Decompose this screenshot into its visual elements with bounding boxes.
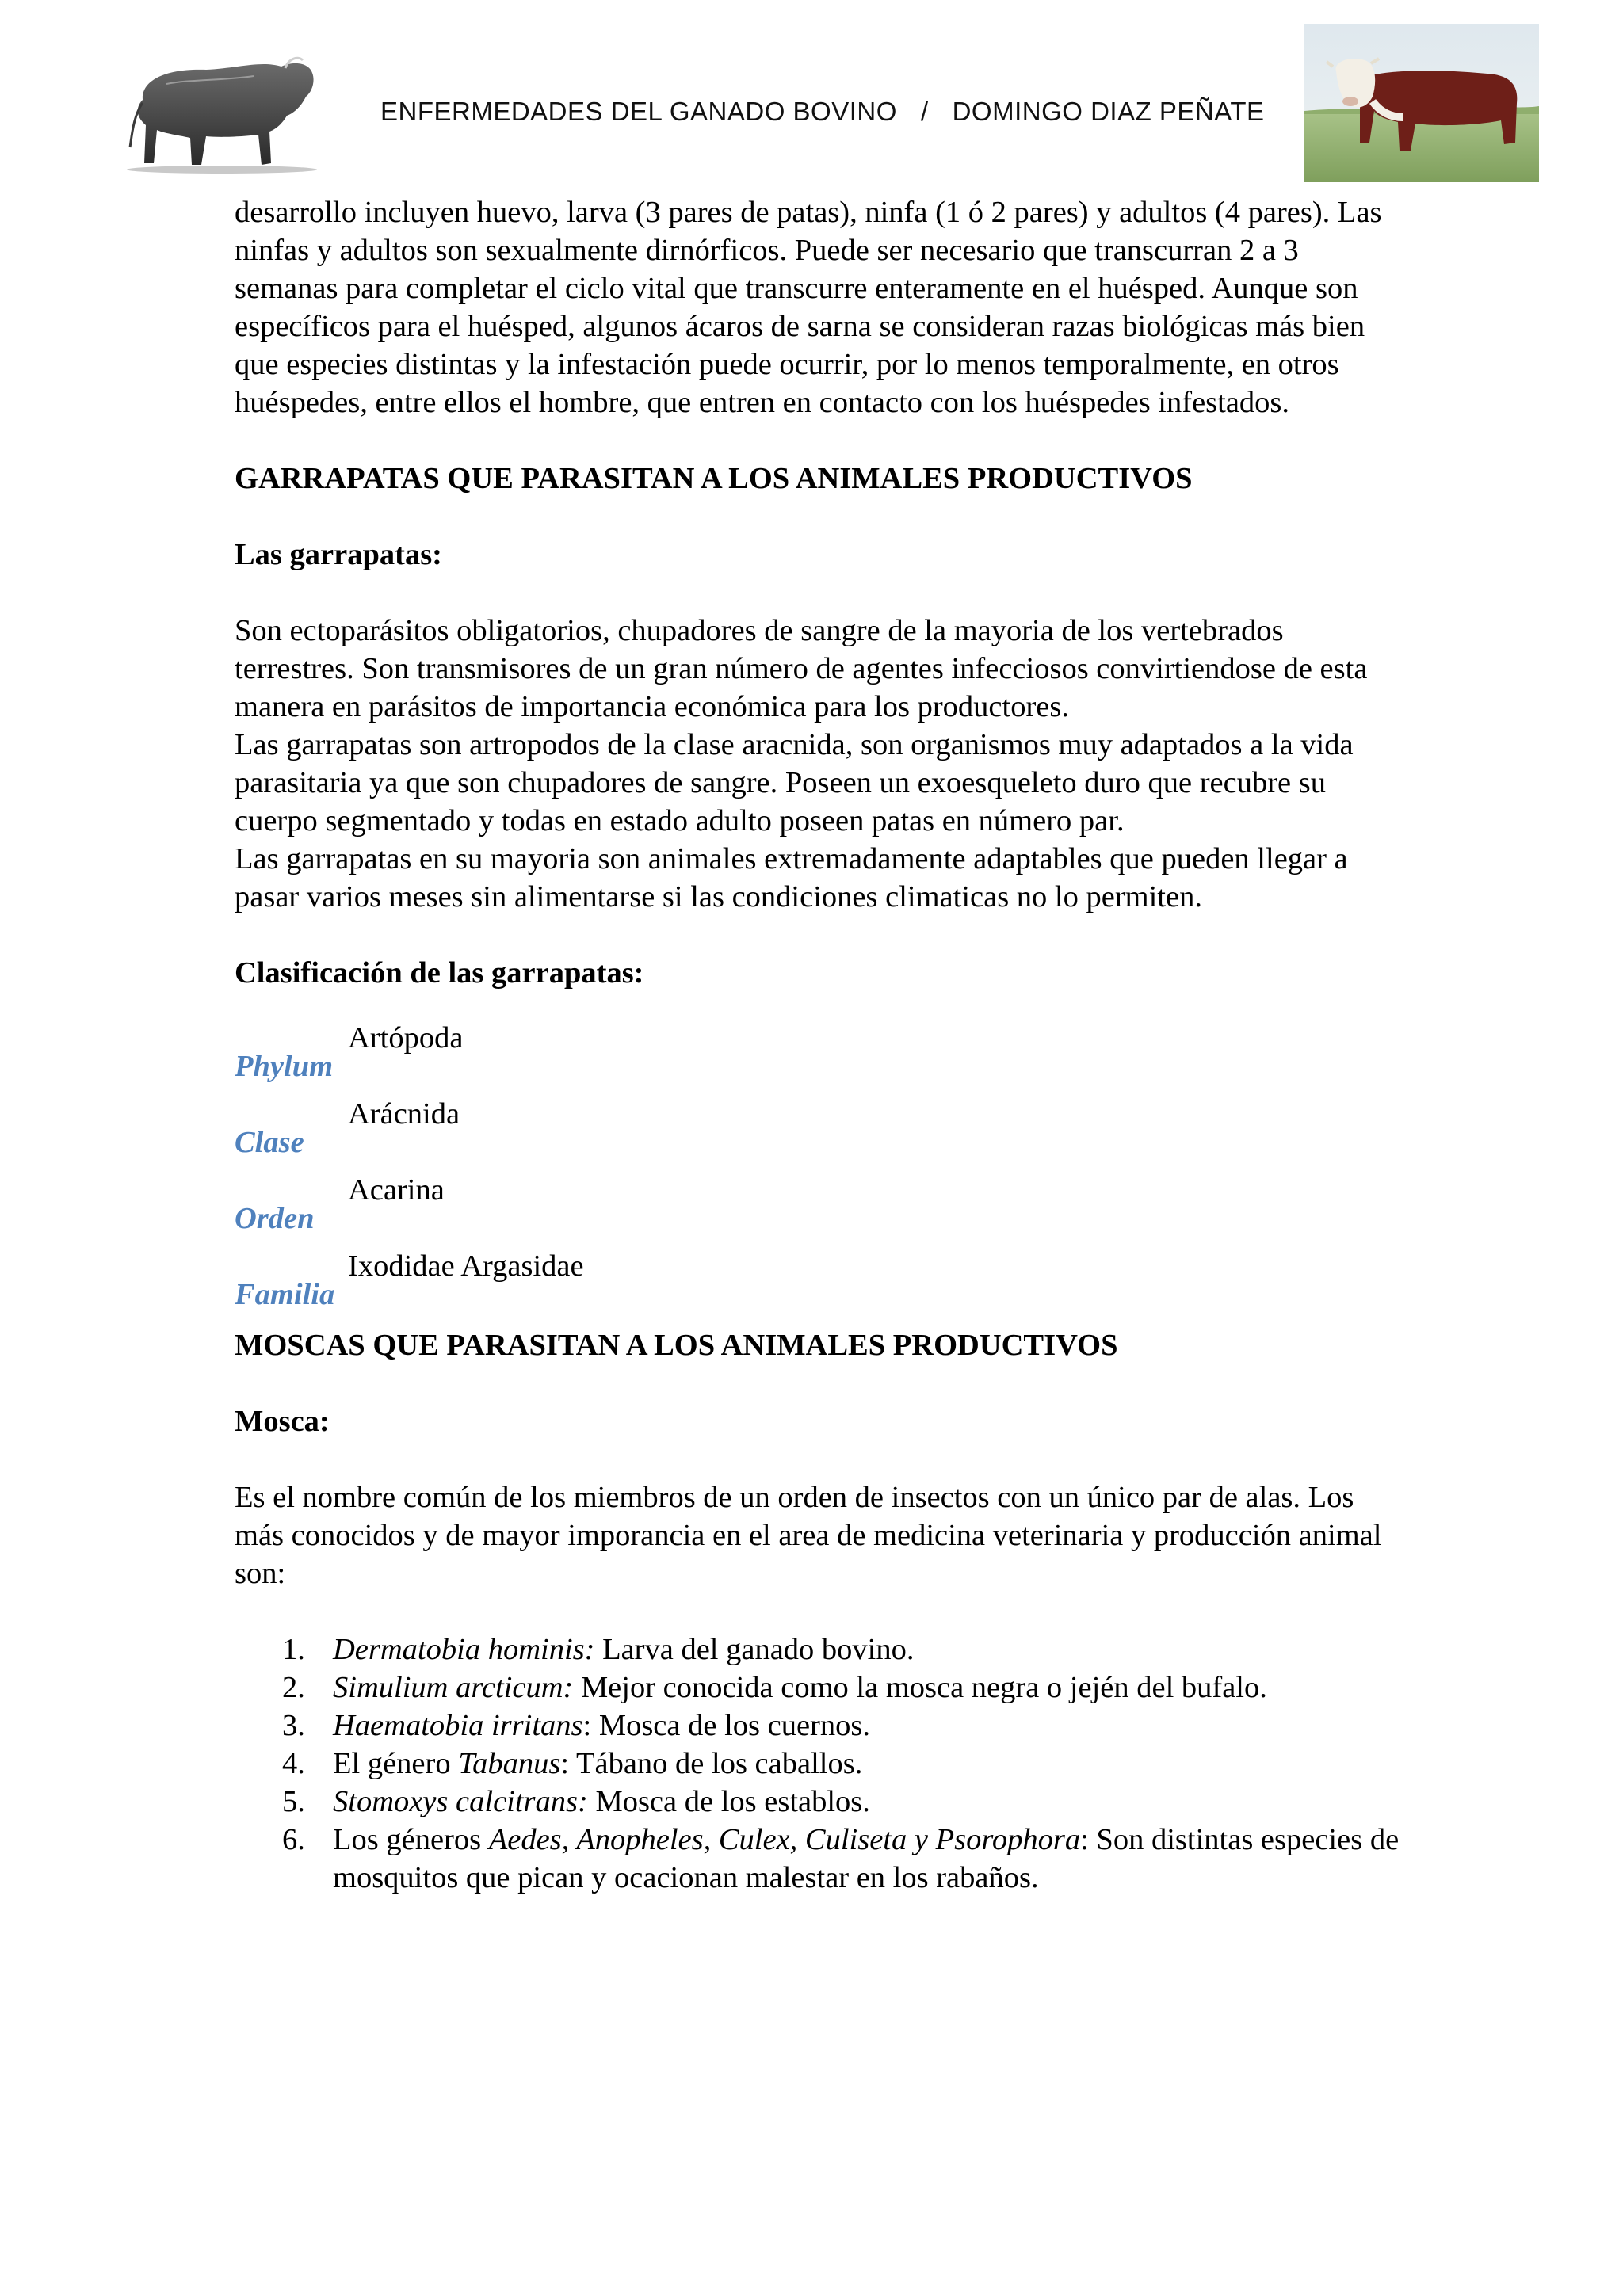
tick-taxonomy [235,1019,1407,1326]
header-separator: / [920,97,929,126]
list-number: 6. [282,1823,305,1856]
fly-species-list [235,1630,1407,1897]
taxonomy-row-familia [235,1247,948,1323]
taxonomy-label: Orden [235,1202,315,1235]
list-number: 4. [282,1747,305,1780]
list-item [235,1669,1407,1707]
list-item [235,1707,1407,1745]
species-name: Dermatobia hominis: [333,1633,595,1666]
taxonomy-value: Artópoda [348,1021,464,1055]
ticks-paragraph-2: Las garrapatas son artropodos de la clase aracnida, son organismos muy adaptados a la vida parasitaria ya que son chupadores de sangre. Poseen un exoesqueleto duro que recubre su cuerpo segmentado y todas en estado adulto poseen patas en número par. [235,728,1354,837]
taxonomy-value: Arácnida [348,1097,460,1131]
species-name: Stomoxys calcitrans: [333,1785,588,1818]
taxonomy-row-orden [235,1171,948,1247]
ticks-paragraph-1: Son ectoparásitos obligatorios, chupadores de sangre de la mayoria de los vertebrados terrestres. Son transmisores de un gran número de agentes infecciosos convirtiendose de esta manera en parásitos de importancia económica para los productores. [235,614,1368,723]
taxonomy-value: Ixodidae Argasidae [348,1249,584,1283]
ticks-paragraph-3: Las garrapatas en su mayoria son animales extremadamente adaptables que pueden llegar a pasar varios meses sin alimentarse si las condiciones climaticas no lo permiten. [235,842,1348,913]
list-number: 1. [282,1633,305,1666]
classification-heading: Clasificación de las garrapatas: [235,956,644,990]
header-title-left: ENFERMEDADES DEL GANADO BOVINO [380,97,897,126]
list-item-description: Mejor conocida como la mosca negra o jején del bufalo. [573,1671,1267,1704]
list-item-pre: El género [333,1747,459,1780]
species-name: Tabanus [458,1747,561,1780]
document-body [235,193,1407,1897]
species-name: Simulium arcticum: [333,1671,574,1704]
taxonomy-label: Familia [235,1278,335,1311]
list-item-description: Larva del ganado bovino. [594,1633,915,1666]
list-number: 2. [282,1671,305,1704]
species-name: Aedes, Anopheles, Culex, Culiseta y Psorophora [488,1823,1081,1856]
list-item-description: : Tábano de los caballos. [560,1747,863,1780]
list-item-description: : Son distintas especies de mosquitos que pican y ocacionan malestar en los rabaños. [333,1823,1400,1894]
ticks-section-heading: GARRAPATAS QUE PARASITAN A LOS ANIMALES PRODUCTIVOS [235,462,1193,495]
list-number: 3. [282,1709,305,1742]
bull-sketch-logo [119,36,327,176]
list-item-description: : Mosca de los cuernos. [582,1709,870,1742]
flies-paragraph-1: Es el nombre común de los miembros de un orden de insectos con un único par de alas. Los más conocidos y de mayor imporancia en el area de medicina veterinaria y producción animal son: [235,1481,1382,1590]
taxonomy-row-phylum [235,1019,948,1095]
hereford-cow-photo [1304,24,1539,182]
flies-subheading: Mosca: [235,1405,330,1438]
header-title-right: DOMINGO DIAZ PEÑATE [952,97,1265,126]
taxonomy-value: Acarina [348,1173,445,1207]
list-item-description: Mosca de los establos. [587,1785,870,1818]
list-item [235,1783,1407,1821]
taxonomy-row-clase [235,1095,948,1171]
intro-paragraph: desarrollo incluyen huevo, larva (3 pares de patas), ninfa (1 ó 2 pares) y adultos (4 pares). Las ninfas y adultos son sexualmente dirnórficos. Puede ser necesario que transcurran 2 a 3 semanas para completar el ciclo vital que transcurre enteramente en el huésped. Aunque son específicos para el huésped, algunos ácaros de sarna se consideran razas biológicas más bien que especies distintas y la infestación puede ocurrir, por lo menos temporalmente, en otros huéspedes, entre ellos el hombre, que entren en contacto con los huéspedes infestados. [235,196,1382,419]
list-item [235,1745,1407,1783]
running-header [380,97,1268,127]
taxonomy-label: Clase [235,1126,304,1159]
species-name: Haematobia irritans [333,1709,583,1742]
ticks-subheading: Las garrapatas: [235,538,442,571]
list-item [235,1821,1407,1897]
list-number: 5. [282,1785,305,1818]
list-item-pre: Los géneros [333,1823,489,1856]
list-item [235,1630,1407,1669]
flies-section-heading: MOSCAS QUE PARASITAN A LOS ANIMALES PRODUCTIVOS [235,1329,1118,1362]
taxonomy-label: Phylum [235,1050,334,1083]
